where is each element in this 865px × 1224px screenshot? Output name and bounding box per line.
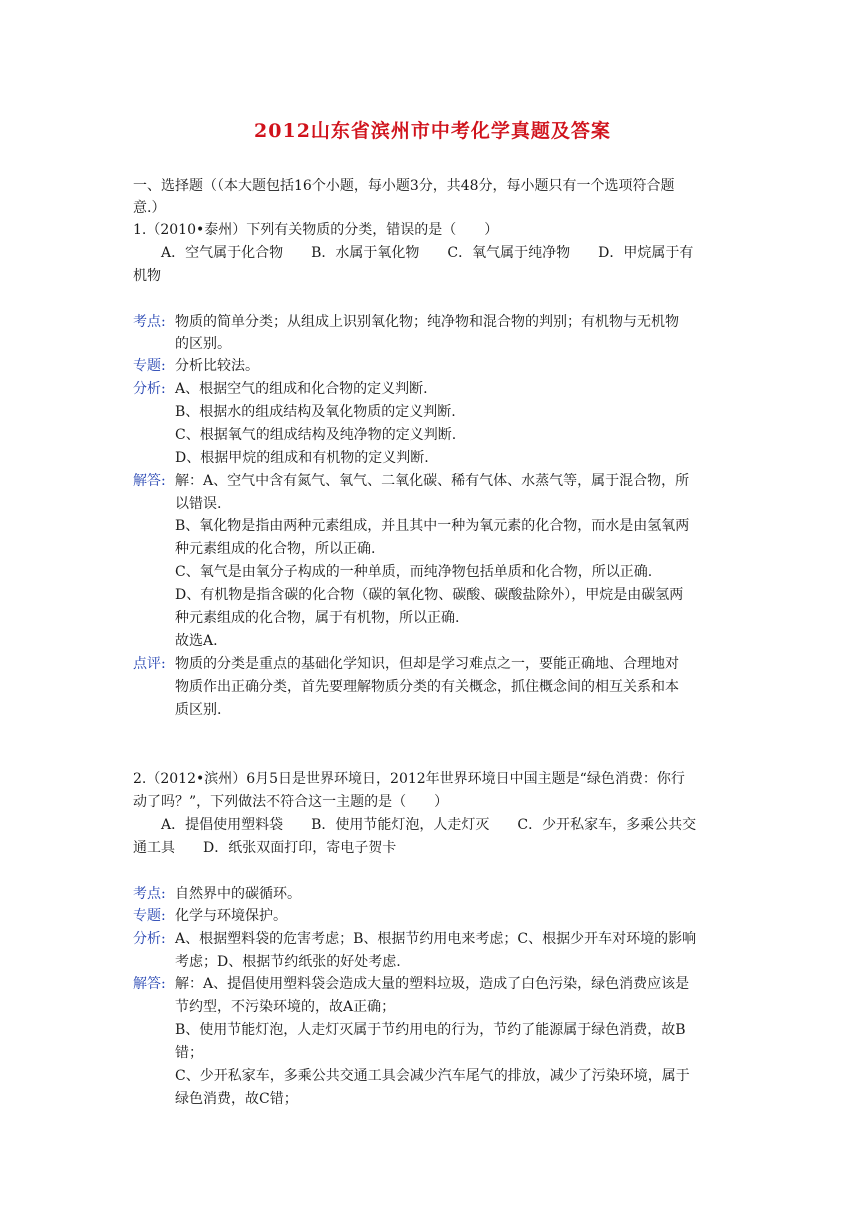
q1-zhuanti-text: 分析比较法。 [175, 358, 259, 374]
document-title: 2012山东省滨州市中考化学真题及答案 [254, 120, 611, 142]
q1-fenxi-text-2: B、根据水的组成结构及氧化物质的定义判断. [175, 404, 456, 420]
q1-jieda-text-1: 解：A、空气中含有氮气、氧气、二氧化碳、稀有气体、水蒸气等，属于混合物，所 [175, 473, 690, 489]
q2-jieda-text-1: 解：A、提倡使用塑料袋会造成大量的塑料垃圾，造成了白色污染，绿色消费应该是 [175, 976, 690, 992]
q2-jieda-text-3: B、使用节能灯泡，人走灯灭属于节约用电的行为，节约了能源属于绿色消费，故B [175, 1022, 686, 1038]
q1-stem: 1.（2010•泰州）下列有关物质的分类，错误的是（ ） [133, 222, 499, 238]
q1-fenxi-text-1: A、根据空气的组成和化合物的定义判断. [175, 381, 428, 397]
q2-jieda-text-5: C、少开私家车，多乘公共交通工具会减少汽车尾气的排放，减少了污染环境，属于 [175, 1068, 690, 1084]
q1-options-line-2: 机物 [133, 268, 161, 284]
q2-options-line-1: A．提倡使用塑料袋 B．使用节能灯泡，人走灯灭 C．少开私家车，多乘公共交 [161, 817, 697, 833]
q1-jieda-text-2: 以错误. [175, 496, 222, 512]
q2-zhuanti-text: 化学与环境保护。 [175, 908, 287, 924]
q2-jieda-text-4: 错； [175, 1045, 203, 1061]
q2-jieda-label: 解答: [133, 976, 166, 992]
q1-jieda-text-5: C、氧气是由氧分子构成的一种单质，而纯净物包括单质和化合物，所以正确. [175, 564, 653, 580]
q1-fenxi-text-3: C、根据氧气的组成结构及纯净物的定义判断. [175, 427, 457, 443]
q1-dianping-label: 点评: [133, 656, 166, 672]
q2-fenxi-label: 分析: [133, 931, 166, 947]
q1-kaodian-text-1: 物质的简单分类；从组成上识别氧化物；纯净物和混合物的判别；有机物与无机物 [175, 314, 679, 330]
q1-jieda-text-4: 种元素组成的化合物，所以正确. [175, 541, 376, 557]
q1-dianping-text-3: 质区别. [175, 702, 222, 718]
q1-kaodian-label: 考点: [133, 314, 166, 330]
q1-kaodian-text-2: 的区别。 [175, 336, 231, 352]
q1-dianping-text-1: 物质的分类是重点的基础化学知识，但却是学习难点之一，要能正确地、合理地对 [175, 656, 679, 672]
q2-fenxi-text-1: A、根据塑料袋的危害考虑；B、根据节约用电来考虑；C、根据少开车对环境的影响 [175, 931, 697, 947]
q1-jieda-text-8: 故选A. [175, 633, 218, 649]
q2-zhuanti-label: 专题: [133, 908, 166, 924]
q2-stem-line-2: 动了吗？”，下列做法不符合这一主题的是（ ） [133, 794, 449, 810]
q2-stem-line-1: 2.（2012•滨州）6月5日是世界环境日，2012年世界环境日中国主题是“绿色消费：你行 [133, 771, 685, 787]
q1-dianping-text-2: 物质作出正确分类，首先要理解物质分类的有关概念，抓住概念间的相互关系和本 [175, 679, 679, 695]
q1-jieda-text-7: 种元素组成的化合物，属于有机物，所以正确. [175, 610, 460, 626]
q2-kaodian-text: 自然界中的碳循环。 [175, 886, 301, 902]
q2-fenxi-text-2: 考虑；D、根据节约纸张的好处考虑. [175, 954, 401, 970]
section-heading-line-2: 意.） [133, 200, 166, 216]
q2-kaodian-label: 考点: [133, 886, 166, 902]
q2-jieda-text-2: 节约型，不污染环境的，故A正确； [175, 999, 396, 1015]
q1-zhuanti-label: 专题: [133, 358, 166, 374]
q1-fenxi-label: 分析: [133, 381, 166, 397]
q2-options-line-2: 通工具 D．纸张双面打印，寄电子贺卡 [133, 840, 397, 856]
q1-jieda-text-6: D、有机物是指含碳的化合物（碳的氧化物、碳酸、碳酸盐除外），甲烷是由碳氢两 [175, 587, 684, 603]
q1-jieda-text-3: B、氧化物是指由两种元素组成，并且其中一种为氧元素的化合物，而水是由氢氧两 [175, 518, 690, 534]
q1-jieda-label: 解答: [133, 473, 166, 489]
q2-jieda-text-6: 绿色消费，故C错； [175, 1091, 298, 1107]
q1-fenxi-text-4: D、根据甲烷的组成和有机物的定义判断. [175, 450, 429, 466]
q1-options-line-1: A．空气属于化合物 B．水属于氧化物 C．氧气属于纯净物 D．甲烷属于有 [161, 245, 694, 261]
section-heading-line-1: 一、选择题（（本大题包括16个小题，每小题3分，共48分，每小题只有一个选项符合题 [133, 178, 675, 194]
